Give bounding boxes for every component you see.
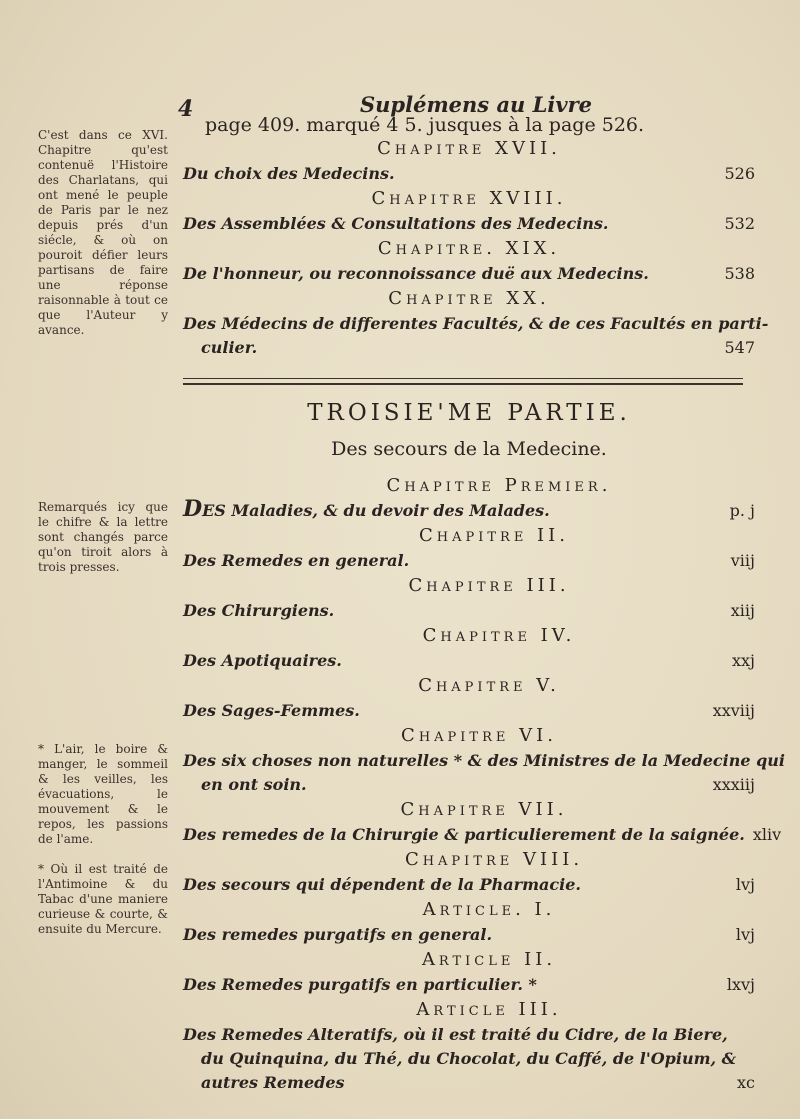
- margin-note-4: * Où il est traité de l'Antimoine & du Tabac d'une maniere curieuse & courte, & ensuite du Mercure.: [38, 862, 168, 936]
- chapter-heading: Chapitre VI.: [401, 725, 557, 746]
- toc-entry: Des remedes de la Chirurgie & particulierement de la saignée. xliv: [183, 825, 782, 844]
- chapter-heading: Chapitre IV.: [422, 625, 576, 646]
- article-heading: Article. I.: [422, 899, 556, 920]
- toc-entry: De l'honneur, ou reconnoissance duë aux Medecins. 538: [183, 264, 755, 283]
- toc-entry: Des Médecins de differentes Facultés, & de ces Facultés en parti- culier. 547: [183, 314, 769, 357]
- chapter-heading: Chapitre XVII.: [377, 138, 561, 159]
- margin-note-3: * L'air, le boire & manger, le sommeil & les veilles, les évacuations, le mouvement & le repos, les passions de l'ame.: [38, 742, 168, 846]
- chapter-heading: Chapitre XX.: [388, 288, 550, 309]
- table-of-contents: [183, 114, 785, 1095]
- toc-entry: Des Remedes Alteratifs, où il est traité du Cidre, de la Biere, du Quinquina, du Thé, du Chocolat, du Caffé, de l'Opium, & autres Remedes xc: [183, 1025, 755, 1092]
- chapter-heading: Chapitre III.: [408, 575, 570, 596]
- toc-entry: DES Maladies, & du devoir des Malades. p. j: [183, 496, 755, 522]
- toc-entry: Des Remedes purgatifs en particulier. * lxvj: [183, 975, 755, 994]
- toc-entry: Du choix des Medecins. 526: [183, 164, 755, 183]
- lead-line: page 409. marqué 4 5. jusques à la page 526.: [205, 114, 645, 136]
- toc-entry: Des Remedes en general. viij: [183, 551, 755, 570]
- part-title: TROISIE'ME PARTIE.: [307, 400, 631, 426]
- chapter-heading: Chapitre XVIII.: [371, 188, 567, 209]
- margin-note-1: C'est dans ce XVI. Chapitre qu'est contenuë l'Histoire des Charlatans, qui ont mené le peuple de Paris par le nez depuis prés d'un siécle, & où on pouroit défier leurs partisans de faire une réponse raisonnable à tout ce que l'Auteur y avance.: [38, 128, 168, 337]
- chapter-heading: Chapitre VIII.: [404, 849, 584, 870]
- toc-entry: Des Sages-Femmes. xxviij: [183, 701, 755, 720]
- chapter-heading: Chapitre Premier.: [386, 475, 612, 496]
- part-subtitle: Des secours de la Medecine.: [331, 438, 607, 460]
- drop-cap: D: [183, 496, 203, 522]
- toc-entry: Des six choses non naturelles * & des Ministres de la Medecine qui en ont soin. xxxiij: [183, 751, 785, 794]
- chapter-heading: Chapitre. XIX.: [377, 238, 561, 259]
- toc-entry: Des remedes purgatifs en general. lvj: [183, 925, 755, 944]
- toc-entry: Des Apotiquaires. xxj: [183, 651, 755, 670]
- chapter-heading: Chapitre V.: [418, 675, 560, 696]
- toc-entry: Des secours qui dépendent de la Pharmacie. lvj: [183, 875, 755, 894]
- chapter-heading: Chapitre II.: [419, 525, 569, 546]
- toc-entry: Des Chirurgiens. xiij: [183, 601, 755, 620]
- running-head: Suplémens au Livre: [360, 92, 592, 117]
- section-rule: [183, 378, 743, 385]
- article-heading: Article III.: [416, 999, 562, 1020]
- chapter-heading: Chapitre VII.: [400, 799, 568, 820]
- article-heading: Article II.: [421, 949, 557, 970]
- page-number: 4: [178, 96, 194, 122]
- margin-note-2: Remarqués icy que le chifre & la lettre sont changés parce qu'on tiroit alors à trois presses.: [38, 500, 168, 574]
- toc-entry: Des Assemblées & Consultations des Medecins. 532: [183, 214, 755, 233]
